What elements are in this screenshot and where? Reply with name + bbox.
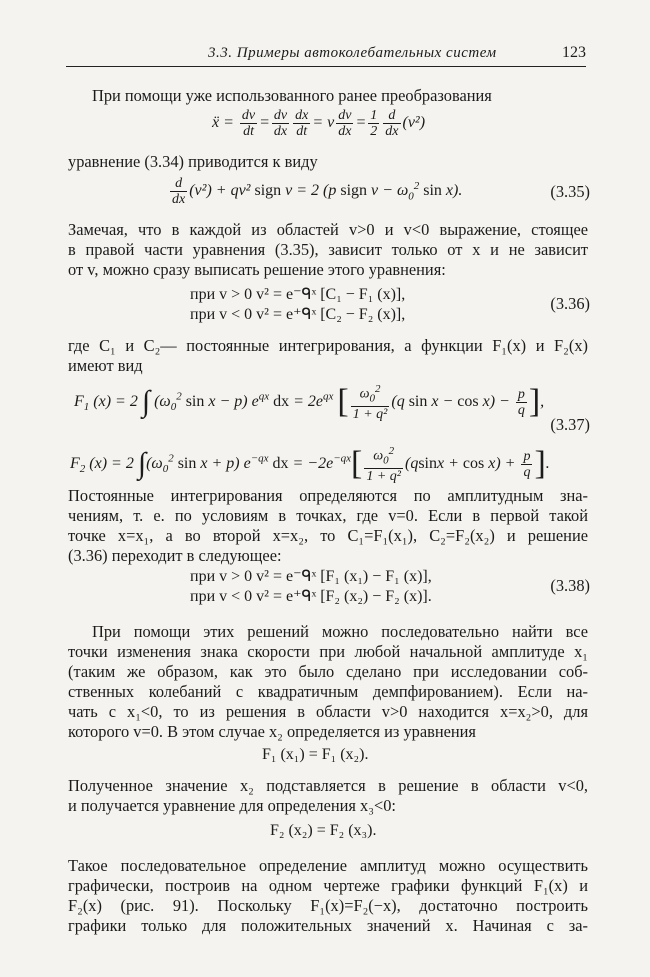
equation-3-37-f2: $F_2$ (x) = 2 $\int(\omega_0^2$ sin x + p) $e^{-qx}$ dx = $-2e^{-qx}$[ $\frac{\omega_0^2}{\text{1 + q²}}$ (qsinx + cos x) + $\frac{p}{q}$ ]. (70, 445, 550, 485)
paragraph-line: Замечая, что в каждой из областей v>0 и v<0 выражение, стоящее (68, 220, 588, 239)
paragraph-line: где C₁ и C₂— постоянные интегрирования, а функции F₁(x) и F₂(x) (68, 336, 588, 355)
equation-3-38-line-2: при v < 0 v² = e⁺ᑫˣ [F₂ (x₂) − F₂ (x)]. (190, 588, 432, 605)
equation-transformation: ẍ = $\frac{dv}{dt}$ = $\frac{dv}{dx}$ $\frac{dx}{dt}$ = v $\frac{dv}{dx}$ = $\frac{1}{2}$ $\frac{d}{dx}$ (v²) (212, 108, 426, 139)
equation-3-38-line-1: при v > 0 v² = e⁻ᑫˣ [F₁ (x₁) − F₁ (x)], (190, 568, 432, 585)
paragraph-line: и получается уравнение для определения x₃<0: (68, 796, 396, 815)
running-title: 3.3. Примеры автоколебательных систем (208, 45, 497, 61)
paragraph-line: Полученное значение x₂ подставляется в решение в области v<0, (68, 776, 588, 795)
paragraph-line: (3.36) переходит в следующее: (68, 546, 282, 565)
paragraph-line: точки изменения знака скорости при любой начальной амплитуде x₁ (68, 642, 588, 661)
paragraph-line: от v, можно сразу выписать решение этого уравнения: (68, 260, 446, 279)
paragraph-line: При помощи этих решений можно последовательно найти все (92, 622, 588, 641)
paragraph-line: в правой части уравнения (3.35), зависит только от x и не зависит (68, 240, 588, 259)
paragraph-line: Такое последовательное определение амплитуд можно осуществить (68, 856, 588, 875)
paragraph-line: графически, построив на одном чертеже графики функций F₁(x) и (68, 876, 588, 895)
equation-number: (3.38) (550, 576, 590, 595)
equation-f2: F₂ (x₂) = F₂ (x₃). (270, 822, 377, 839)
paragraph-line: которого v=0. В этом случае x₂ определяется из уравнения (68, 722, 476, 741)
equation-3-36-line-1: при v > 0 v² = e⁻ᑫˣ [C₁ − F₁ (x)], (190, 286, 406, 303)
running-header (66, 42, 586, 67)
paragraph-line: имеют вид (68, 356, 143, 375)
paragraph-line: уравнение (3.34) приводится к виду (68, 152, 318, 171)
equation-number: (3.36) (550, 294, 590, 313)
paragraph-line: графики только для положительных значений x. Начиная с за- (68, 916, 588, 935)
paragraph-line: чениям, т. е. по условиям в точках, где v=0. Если в первой такой (68, 506, 588, 525)
paragraph-line: чать с x₁<0, то из решения в области v>0 находится x=x₂>0, для (68, 702, 588, 721)
equation-3-36-line-2: при v < 0 v² = e⁺ᑫˣ [C₂ − F₂ (x)], (190, 306, 406, 323)
paragraph-line: Постоянные интегрирования определяются по амплитудным зна- (68, 486, 588, 505)
paragraph-line: ственных колебаний с квадратичным демпфированием). Если на- (68, 682, 588, 701)
equation-3-37-f1: $F_1$ (x) = 2 ∫ ($\omega_0^2$ sin x − p) $e^{qx}$ dx = $2e^{qx}$ [ $\frac{\omega_0^2}{\text{1 + q²}}$ (q sin x − cos x) − $\frac{p}{q}$ ], (74, 383, 545, 423)
equation-3-35: $\frac{d}{dx}$ (v²) + qv² sign v = 2 (p sign $v - \omega_0^2$ sin x). (172, 176, 463, 207)
paragraph-line: F₂(x) (рис. 91). Поскольку F₁(x)=F₂(−x), достаточно построить (68, 896, 588, 915)
equation-number: (3.35) (550, 182, 590, 201)
paragraph-line: точке x=x₁, а во второй x=x₂, то C₁=F₁(x₁), C₂=F₂(x₂) и решение (68, 526, 588, 545)
paragraph-line: (таким же образом, как это было сделано при исследовании соб- (68, 662, 588, 681)
page-number: 123 (562, 44, 586, 61)
equation-number: (3.37) (550, 415, 590, 434)
equation-f1: F₁ (x₁) = F₁ (x₂). (262, 746, 369, 763)
paragraph-line: При помощи уже использованного ранее преобразования (92, 86, 492, 105)
